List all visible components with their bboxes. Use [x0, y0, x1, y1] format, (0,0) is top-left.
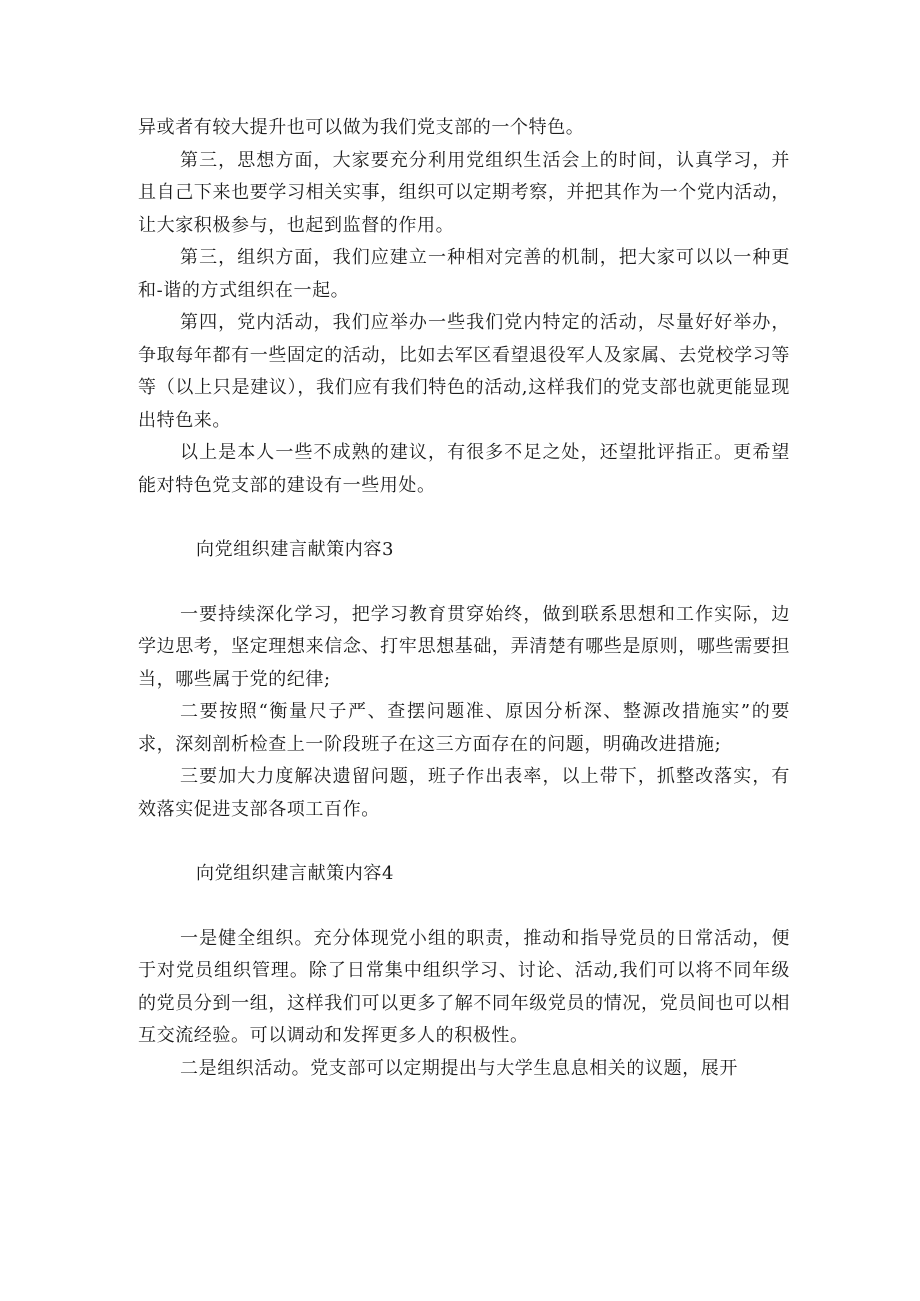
paragraph-conclusion: 以上是本人一些不成熟的建议，有很多不足之处，还望批评指正。更希望能对特色党支部的建设有一些用处。 — [138, 442, 790, 496]
paragraph-continued: 异或者有较大提升也可以做为我们党支部的一个特色。 — [138, 117, 585, 138]
section-4-paragraph-2: 二是组织活动。党支部可以定期提出与大学生息息相关的议题，展开 — [180, 1057, 738, 1079]
section-3-paragraph-3: 三要加大力度解决遗留问题，班子作出表率，以上带下，抓整改落实，有效落实促进支部各项工百作。 — [138, 766, 790, 820]
spacer — [138, 826, 790, 858]
paragraph-organization: 第三，组织方面，我们应建立一种相对完善的机制，把大家可以以一种更和-谐的方式组织在一起。 — [138, 247, 790, 301]
section-3-paragraph-2: 二要按照“衡量尺子严、查摆问题准、原因分析深、整源改措施实”的要求，深刻剖析检查上一阶段班子在这三方面存在的问题，明确改进措施; — [138, 701, 790, 755]
section-3-paragraph-1: 一要持续深化学习，把学习教育贯穿始终，做到联系思想和工作实际，边学边思考，坚定理想来信念、打牢思想基础，弄清楚有哪些是原则，哪些需要担当，哪些属于党的纪律; — [138, 603, 790, 690]
document-body — [138, 112, 790, 1085]
section-4-paragraph-1: 一是健全组织。充分体现党小组的职责，推动和指导党员的日常活动，便于对党员组织管理。除了日常集中组织学习、讨论、活动,我们可以将不同年级的党员分到一组，这样我们可以更多了解不同年级党员的情况，党员间也可以相互交流经验。可以调动和发挥更多人的积极性。 — [138, 927, 790, 1046]
paragraph-thought: 第三，思想方面，大家要充分利用党组织生活会上的时间，认真学习，并且自己下来也要学习相关实事，组织可以定期考察，并把其作为一个党内活动，让大家积极参与，也起到监督的作用。 — [138, 149, 790, 236]
spacer — [138, 567, 790, 599]
spacer — [138, 502, 790, 534]
section-4-heading: 向党组织建言献策内容4 — [196, 863, 395, 884]
paragraph-party-activities: 第四，党内活动，我们应举办一些我们党内特定的活动，尽量好好举办，争取每年都有一些固定的活动，比如去军区看望退役军人及家属、去党校学习等等（以上只是建议），我们应有我们特色的活动,这样我们的党支部也就更能显现出特色来。 — [138, 312, 790, 431]
section-3-heading: 向党组织建言献策内容3 — [196, 539, 395, 560]
spacer — [138, 891, 790, 923]
